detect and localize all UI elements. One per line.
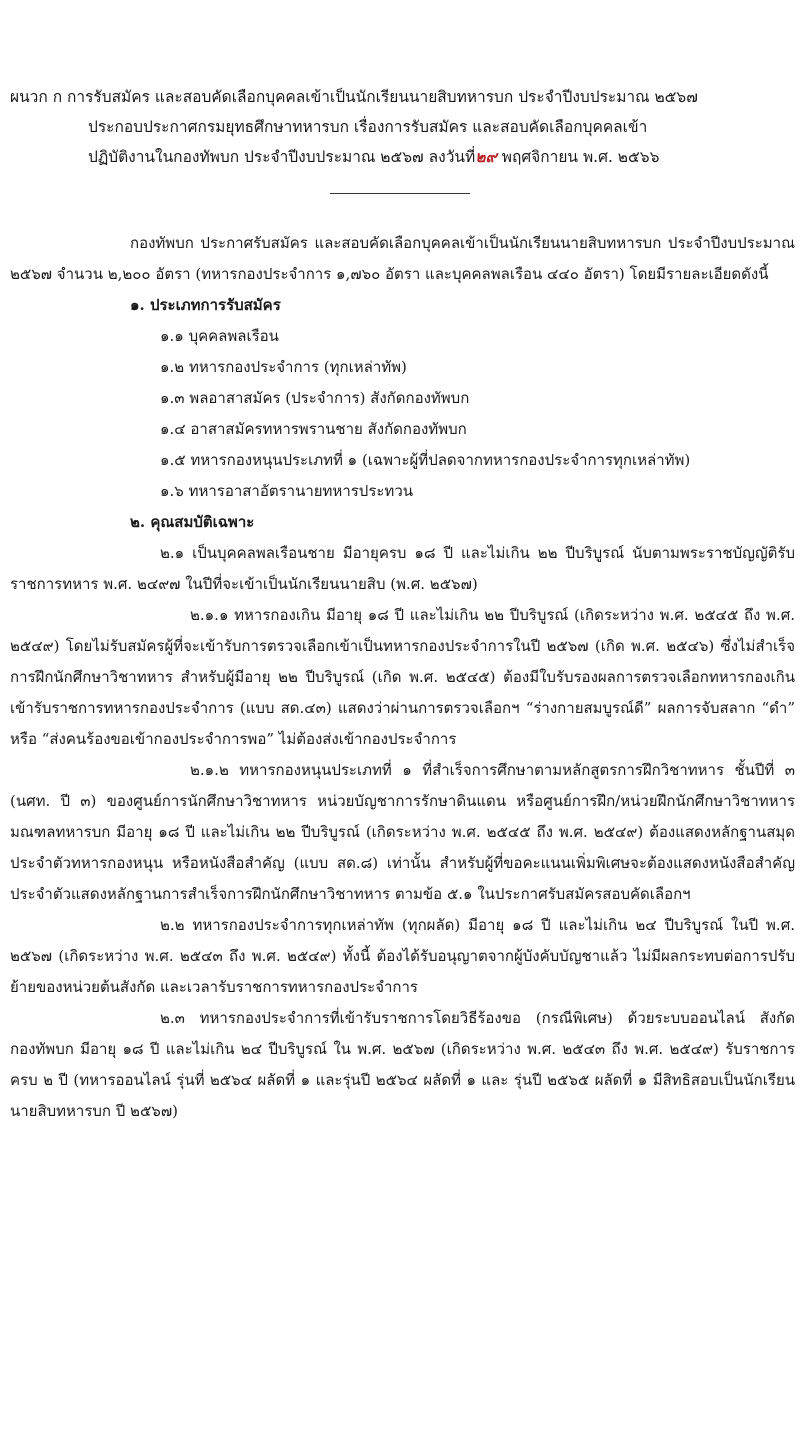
paragraph-2-1-1: ๒.๑.๑ ทหารกองเกิน มีอายุ ๑๘ ปี และไม่เกิน ๒๒ ปีบริบูรณ์ (เกิดระหว่าง พ.ศ. ๒๕๔๕ ถึง พ.ศ. ๒๕๔๙) โดยไม่รับสมัครผู้ที่จะเข้ารับการตรวจเลือกเข้าเป็นทหารกองประจำการในปี ๒๕๖๗ (เกิด พ.ศ. ๒๕๔๖) ซึ่งไม่สำเร็จการฝึกนักศึกษาวิชาทหาร สำหรับผู้มีอายุ ๒๒ ปีบริบูรณ์ (เกิด พ.ศ. ๒๕๔๕) ต้องมีใบรับรองผลการตรวจเลือกทหารกองเกินเข้ารับราชการทหารกองประจำการ (แบบ สด.๔๓) แสดงว่าผ่านการตรวจเลือกฯ “ร่างกายสมบูรณ์ดี” ผลการจับสลาก “ดำ” หรือ “ส่งคนร้องขอเข้ากองประจำการพอ” ไม่ต้องส่งเข้ากองประจำการ bbox=[10, 606, 795, 748]
divider-line bbox=[330, 193, 470, 194]
section-2-title: ๒. คุณสมบัติเฉพาะ bbox=[130, 513, 255, 531]
paragraph-2-1-2: ๒.๑.๒ ทหารกองหนุนประเภทที่ ๑ ที่สำเร็จการศึกษาตามหลักสูตรการฝึกวิชาทหาร ชั้นปีที่ ๓ (นศท. ปี ๓) ของศูนย์การนักศึกษาวิชาทหาร หน่วยบัญชาการรักษาดินแดน หรือศูนย์การฝึก/หน่วยฝึกนักศึกษาวิชาทหารมณฑลทหารบก มีอายุ ๑๘ ปี และไม่เกิน ๒๒ ปีบริบูรณ์ (เกิดระหว่าง พ.ศ. ๒๕๔๕ ถึง พ.ศ. ๒๕๔๙) ต้องแสดงหลักฐานสมุดประจำตัวทหารกองหนุน หรือหนังสือสำคัญ (แบบ สด.๘) เท่านั้น สำหรับผู้ที่ขอคะแนนเพิ่มพิเศษจะต้องแสดงหนังสือสำคัญประจำตัวแสดงหลักฐานการสำเร็จการฝึกนักศึกษาวิชาทหาร ตามข้อ ๕.๑ ในประกาศรับสมัครสอบคัดเลือกฯ bbox=[10, 761, 795, 903]
header-line-2: ประกอบประกาศกรมยุทธศึกษาทหารบก เรื่องการรับสมัคร และสอบคัดเลือกบุคคลเข้า bbox=[88, 118, 648, 136]
header-line-1: ผนวก ก การรับสมัคร และสอบคัดเลือกบุคคลเข้าเป็นนักเรียนนายสิบทหารบก ประจำปีงบประมาณ ๒๕๖๗ bbox=[10, 88, 698, 106]
list-item: ๑.๕ ทหารกองหนุนประเภทที่ ๑ (เฉพาะผู้ที่ปลดจากทหารกองประจำการทุกเหล่าทัพ) bbox=[160, 451, 691, 469]
list-item: ๑.๓ พลอาสาสมัคร (ประจำการ) สังกัดกองทัพบก bbox=[160, 389, 470, 407]
header-line-3-text: ปฏิบัติงานในกองทัพบก ประจำปีงบประมาณ ๒๕๖๗ ลงวันที่ bbox=[88, 148, 476, 166]
document-header bbox=[10, 82, 790, 172]
paragraph-2-2: ๒.๒ ทหารกองประจำการทุกเหล่าทัพ (ทุกผลัด) มีอายุ ๑๘ ปี และไม่เกิน ๒๔ ปีบริบูรณ์ ในปี พ.ศ. ๒๕๖๗ (เกิดระหว่าง พ.ศ. ๒๕๔๓ ถึง พ.ศ. ๒๕๔๙) ทั้งนี้ ต้องได้รับอนุญาตจากผู้บังคับบัญชาแล้ว ไม่มีผลกระทบต่อการปรับย้ายของหน่วยต้นสังกัด และเวลารับราชการทหารกองประจำการ bbox=[10, 916, 795, 996]
header-line-3 bbox=[10, 142, 790, 172]
list-item: ๑.๑ บุคคลพลเรือน bbox=[160, 327, 279, 345]
document-body bbox=[10, 228, 795, 1127]
paragraph-2-3: ๒.๓ ทหารกองประจำการที่เข้ารับราชการโดยวิธีร้องขอ (กรณีพิเศษ) ด้วยระบบออนไลน์ สังกัดกองทัพบก มีอายุ ๑๘ ปี และไม่เกิน ๒๔ ปีบริบูรณ์ ใน พ.ศ. ๒๕๖๗ (เกิดระหว่าง พ.ศ. ๒๕๔๓ ถึง พ.ศ. ๒๕๔๙) รับราชการครบ ๒ ปี (ทหารออนไลน์ รุ่นที่ ๒๕๖๔ ผลัดที่ ๑ และรุ่นปี ๒๕๖๔ ผลัดที่ ๑ และ รุ่นปี ๒๕๖๕ ผลัดที่ ๑ มีสิทธิสอบเป็นนักเรียนนายสิบทหารบก ปี ๒๕๖๗) bbox=[10, 1009, 795, 1120]
list-item: ๑.๖ ทหารอาสาอัตรานายทหารประทวน bbox=[160, 482, 413, 500]
handwritten-date: ๒๙ bbox=[475, 147, 497, 166]
list-item: ๑.๒ ทหารกองประจำการ (ทุกเหล่าทัพ) bbox=[160, 358, 407, 376]
section-1-title: ๑. ประเภทการรับสมัคร bbox=[130, 296, 281, 314]
paragraph-2-1: ๒.๑ เป็นบุคคลพลเรือนชาย มีอายุครบ ๑๘ ปี และไม่เกิน ๒๒ ปีบริบูรณ์ นับตามพระราชบัญญัติรับราชการทหาร พ.ศ. ๒๔๙๗ ในปีที่จะเข้าเป็นนักเรียนนายสิบ (พ.ศ. ๒๕๖๗) bbox=[10, 544, 795, 593]
header-line-3-month-year: พฤศจิกายน พ.ศ. ๒๕๖๖ bbox=[496, 148, 660, 166]
intro-paragraph: กองทัพบก ประกาศรับสมัคร และสอบคัดเลือกบุคคลเข้าเป็นนักเรียนนายสิบทหารบก ประจำปีงบประมาณ ๒๕๖๗ จำนวน ๒,๒๐๐ อัตรา (ทหารกองประจำการ ๑,๗๖๐ อัตรา และบุคคลพลเรือน ๔๔๐ อัตรา) โดยมีรายละเอียดดังนี้ bbox=[10, 234, 795, 283]
list-item: ๑.๔ อาสาสมัครทหารพรานชาย สังกัดกองทัพบก bbox=[160, 420, 467, 438]
